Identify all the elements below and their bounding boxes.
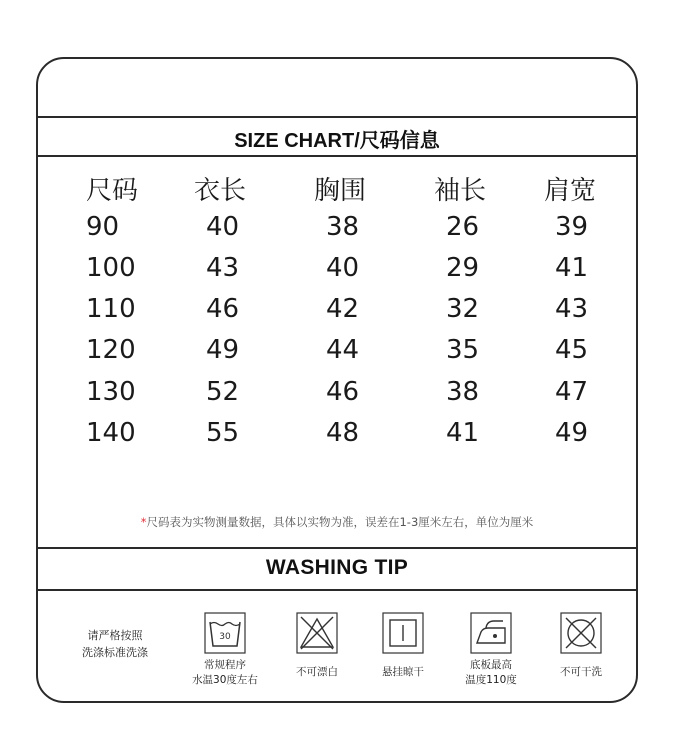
cell-shoulder: 39 bbox=[555, 212, 589, 242]
washing-title: WASHING TIP bbox=[265, 556, 409, 579]
cell-sleeve: 38 bbox=[446, 377, 480, 407]
cell-size: 90 bbox=[86, 212, 120, 242]
cell-length: 46 bbox=[206, 294, 240, 324]
cell-sleeve: 32 bbox=[446, 294, 480, 324]
wash-30-line2: 水温30度左右 bbox=[192, 674, 258, 686]
no-dry-clean-icon bbox=[560, 612, 602, 654]
hang-dry-icon bbox=[382, 612, 424, 654]
cell-length: 49 bbox=[206, 335, 240, 365]
washing-intro bbox=[70, 627, 160, 661]
cell-size: 100 bbox=[86, 253, 136, 283]
cell-chest: 48 bbox=[326, 418, 360, 448]
washing-intro-line1: 请严格按照 bbox=[87, 629, 143, 642]
cell-chest: 40 bbox=[326, 253, 360, 283]
header-sleeve: 袖长 bbox=[434, 176, 487, 206]
header-length: 衣长 bbox=[194, 176, 247, 206]
size-note bbox=[36, 514, 638, 530]
cell-size: 110 bbox=[86, 294, 136, 324]
size-chart-title: SIZE CHART/尺码信息 bbox=[234, 130, 440, 152]
cell-size: 130 bbox=[86, 377, 136, 407]
washing-intro-line2: 洗涤标准洗涤 bbox=[82, 646, 148, 659]
header-size: 尺码 bbox=[86, 176, 139, 206]
cell-shoulder: 45 bbox=[555, 335, 589, 365]
iron-line1: 底板最高 bbox=[470, 659, 512, 671]
note-text: 尺码表为实物测量数据，具体以实物为准，误差在1-3厘米左右，单位为厘米 bbox=[146, 515, 534, 529]
wash-30-icon bbox=[204, 612, 246, 654]
cell-size: 120 bbox=[86, 335, 136, 365]
cell-chest: 44 bbox=[326, 335, 360, 365]
cell-length: 52 bbox=[206, 377, 240, 407]
iron-icon bbox=[470, 612, 512, 654]
cell-length: 55 bbox=[206, 418, 240, 448]
hang-dry-label: 悬挂晾干 bbox=[382, 666, 424, 678]
cell-chest: 42 bbox=[326, 294, 360, 324]
cell-shoulder: 43 bbox=[555, 294, 589, 324]
cell-shoulder: 47 bbox=[555, 377, 589, 407]
cell-sleeve: 29 bbox=[446, 253, 480, 283]
cell-sleeve: 26 bbox=[446, 212, 480, 242]
note-asterisk: * bbox=[140, 515, 147, 529]
divider-top bbox=[36, 116, 638, 118]
no-dry-clean-label: 不可干洗 bbox=[560, 666, 602, 678]
cell-sleeve: 35 bbox=[446, 335, 480, 365]
header-chest: 胸围 bbox=[314, 176, 367, 206]
cell-chest: 38 bbox=[326, 212, 360, 242]
cell-chest: 46 bbox=[326, 377, 360, 407]
cell-sleeve: 41 bbox=[446, 418, 480, 448]
divider-below-washing bbox=[36, 589, 638, 591]
cell-shoulder: 49 bbox=[555, 418, 589, 448]
divider-below-title bbox=[36, 155, 638, 157]
wash-temp-label: 30 bbox=[219, 632, 231, 642]
cell-shoulder: 41 bbox=[555, 253, 589, 283]
cell-length: 40 bbox=[206, 212, 240, 242]
cell-size: 140 bbox=[86, 418, 136, 448]
no-bleach-icon bbox=[296, 612, 338, 654]
divider-above-washing bbox=[36, 547, 638, 549]
iron-line2: 温度110度 bbox=[465, 674, 517, 686]
wash-30-line1: 常规程序 bbox=[204, 659, 246, 671]
cell-length: 43 bbox=[206, 253, 240, 283]
no-bleach-label: 不可漂白 bbox=[296, 666, 338, 678]
wash-30-label bbox=[180, 658, 270, 688]
iron-label bbox=[446, 658, 536, 688]
header-shoulder: 肩宽 bbox=[544, 176, 597, 206]
